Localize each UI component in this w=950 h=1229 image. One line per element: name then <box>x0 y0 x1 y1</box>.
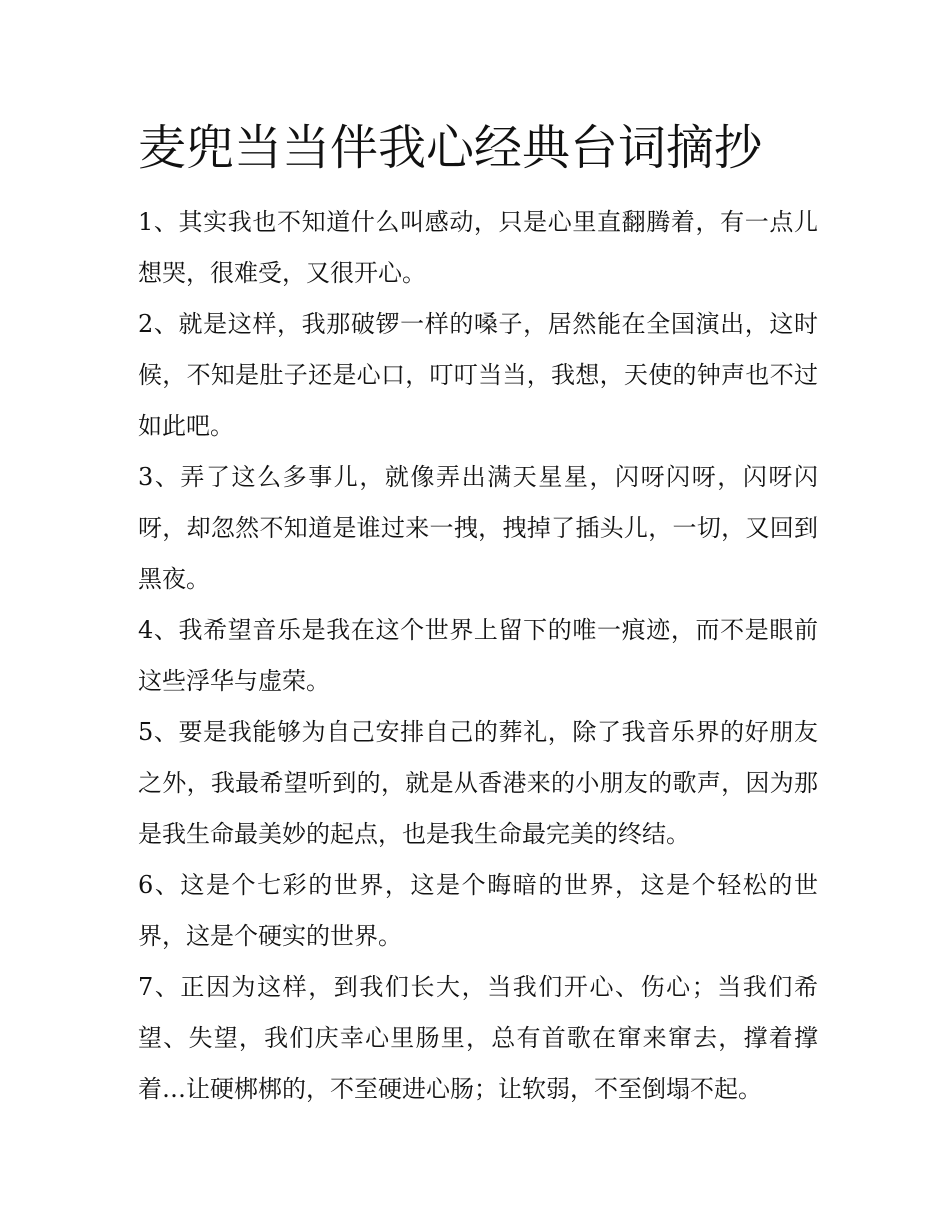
quote-item: 1、其实我也不知道什么叫感动，只是心里直翻腾着，有一点儿想哭，很难受，又很开心。 <box>138 208 818 287</box>
quote-item: 6、这是个七彩的世界，这是个晦暗的世界，这是个轻松的世界，这是个硬实的世界。 <box>138 871 818 950</box>
quote-item: 2、就是这样，我那破锣一样的嗓子，居然能在全国演出，这时候，不知是肚子还是心口，叮叮当当，我想，天使的钟声也不过如此吧。 <box>138 310 818 440</box>
quote-item: 4、我希望音乐是我在这个世界上留下的唯一痕迹，而不是眼前这些浮华与虚荣。 <box>138 616 818 695</box>
document-title: 麦兜当当伴我心经典台词摘抄 <box>138 120 763 176</box>
quote-item: 7、正因为这样，到我们长大，当我们开心、伤心；当我们希望、失望，我们庆幸心里肠里，总有首歌在窜来窜去，撑着撑着…让硬梆梆的，不至硬进心肠；让软弱，不至倒塌不起。 <box>138 973 818 1103</box>
quote-item: 5、要是我能够为自己安排自己的葬礼，除了我音乐界的好朋友之外，我最希望听到的，就是从香港来的小朋友的歌声，因为那是我生命最美妙的起点，也是我生命最完美的终结。 <box>138 718 818 848</box>
quote-list <box>138 197 818 1115</box>
quote-item: 3、弄了这么多事儿，就像弄出满天星星，闪呀闪呀，闪呀闪呀，却忽然不知道是谁过来一拽，拽掉了插头儿，一切，又回到黑夜。 <box>138 463 818 593</box>
